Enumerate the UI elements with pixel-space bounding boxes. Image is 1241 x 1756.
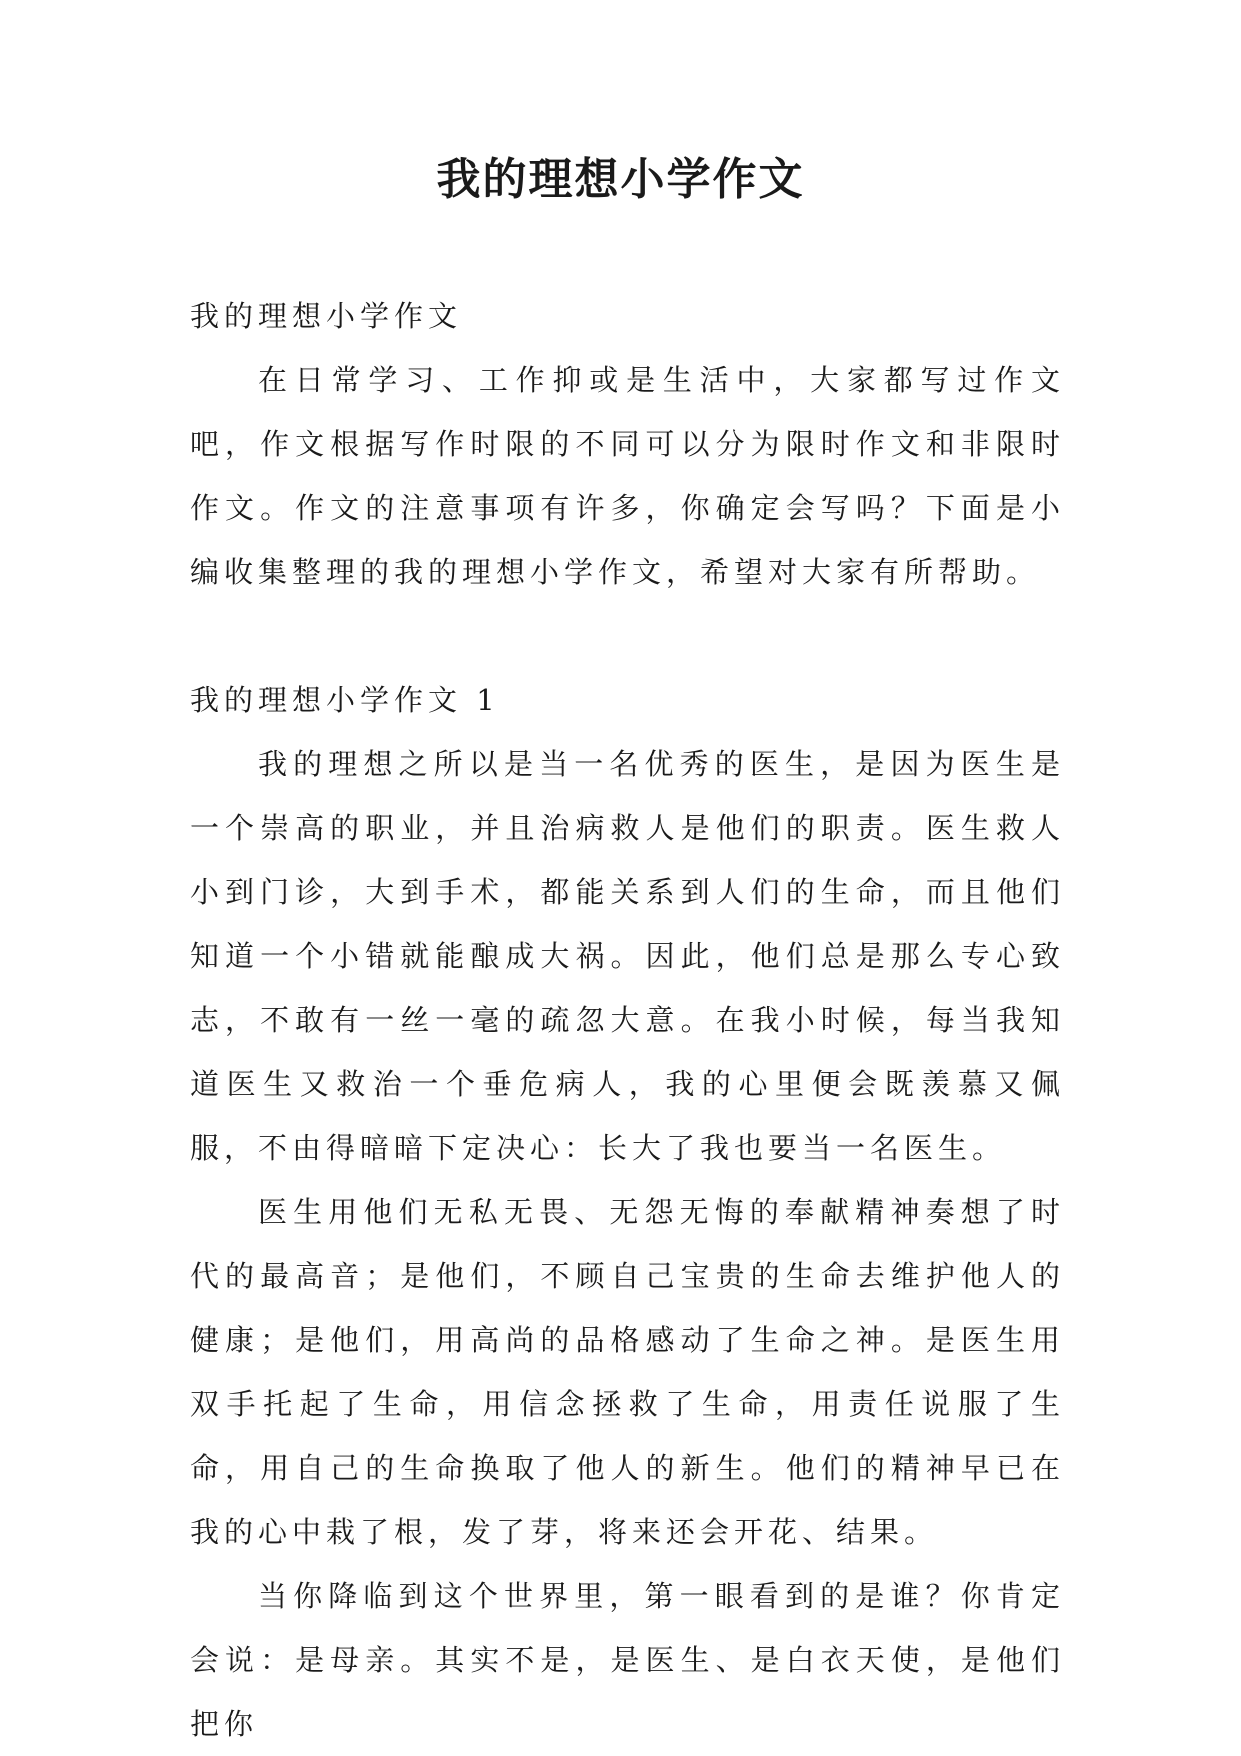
- intro-heading: 我的理想小学作文: [190, 299, 463, 333]
- body-paragraph: 当你降临到这个世界里，第一眼看到的是谁？你肯定会说：是母亲。其实不是，是医生、是白衣天使，是他们把你: [190, 1579, 1065, 1741]
- intro-paragraph: 在日常学习、工作抑或是生活中，大家都写过作文吧，作文根据写作时限的不同可以分为限时作文和非限时作文。作文的注意事项有许多，你确定会写吗？下面是小编收集整理的我的理想小学作文，希望对大家有所帮助。: [190, 363, 1065, 589]
- body-paragraph: 我的理想之所以是当一名优秀的医生，是因为医生是一个崇高的职业，并且治病救人是他们的职责。医生救人小到门诊，大到手术，都能关系到人们的生命，而且他们知道一个小错就能酿成大祸。因此，他们总是那么专心致志，不敢有一丝一毫的疏忽大意。在我小时候，每当我知道医生又救治一个垂危病人，我的心里便会既羡慕又佩服，不由得暗暗下定决心：长大了我也要当一名医生。: [190, 747, 1065, 1165]
- section-heading: 我的理想小学作文 1: [190, 683, 500, 717]
- body-paragraph: 医生用他们无私无畏、无怨无悔的奉献精神奏想了时代的最高音；是他们，不顾自己宝贵的生命去维护他人的健康；是他们，用高尚的品格感动了生命之神。是医生用双手托起了生命，用信念拯救了生命，用责任说服了生命，用自己的生命换取了他人的新生。他们的精神早已在我的心中栽了根，发了芽，将来还会开花、结果。: [190, 1195, 1065, 1549]
- document-title: 我的理想小学作文: [436, 154, 805, 205]
- document-body: [190, 284, 1065, 1756]
- section-spacer: [190, 604, 1065, 668]
